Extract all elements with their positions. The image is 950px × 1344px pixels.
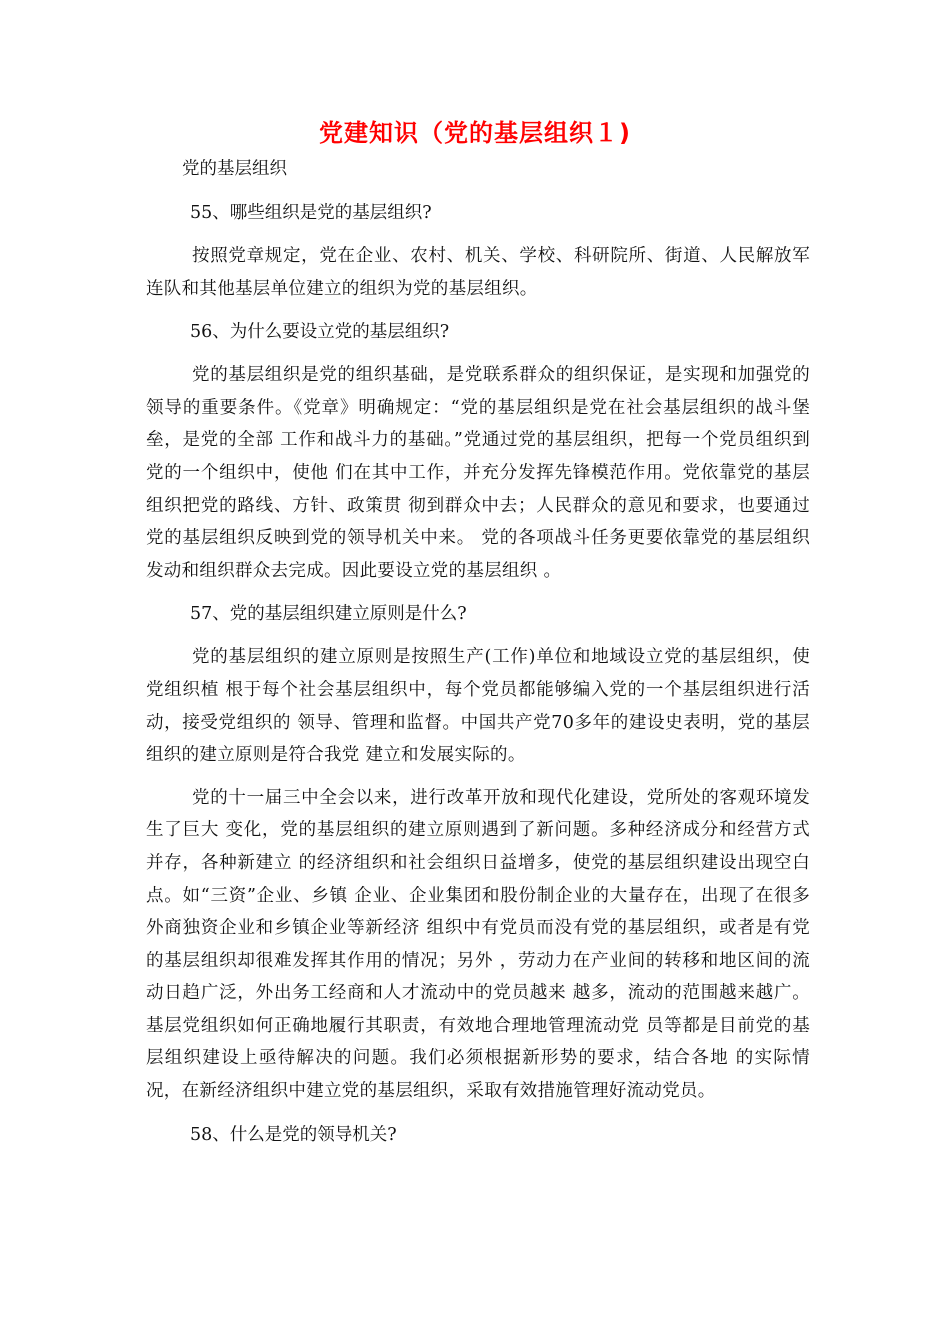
question-56: 56、为什么要设立党的基层组织? bbox=[190, 322, 450, 343]
section-label: 党的基层组织 bbox=[182, 159, 287, 179]
answer-57-paragraph-2: 党的十一届三中全会以来，进行改革开放和现代化建设，党所处的客观环境发生了巨大 变化，党的基层组织的建立原则遇到了新问题。多种经济成分和经营方式并存，各种新建立 的经济组织和社会组织日益增多，使党的基层组织建设出现空白点。如“三资”企业、乡镇 企业、企业集团和股份制企业的大量存在，出现了在很多外商独资企业和乡镇企业等新经济 组织中有党员而没有党的基层组织，或者是有党的基层组织却很难发挥其作用的情况；另外 ，劳动力在产业间的转移和地区间的流动日趋广泛，外出务工经商和人才流动中的党员越来 越多，流动的范围越来越广。基层党组织如何正确地履行其职责，有效地合理地管理流动党 员等都是目前党的基层组织建设上亟待解决的问题。我们必须根据新形势的要求，结合各地 的实际情况，在新经济组织中建立党的基层组织，采取有效措施管理好流动党员。 bbox=[146, 787, 810, 1102]
document-body bbox=[146, 152, 810, 1152]
answer-55-paragraph: 按照党章规定，党在企业、农村、机关、学校、科研院所、街道、人民解放军连队和其他基层单位建立的组织为党的基层组织。 bbox=[146, 246, 810, 299]
question-57: 57、党的基层组织建立原则是什么? bbox=[190, 604, 467, 625]
document-title: 党建知识（党的基层组织１) bbox=[319, 119, 631, 147]
question-58: 58、什么是党的领导机关? bbox=[190, 1124, 397, 1145]
question-55: 55、哪些组织是党的基层组织? bbox=[190, 203, 432, 223]
answer-57-paragraph-1: 党的基层组织的建立原则是按照生产(工作)单位和地域设立党的基层组织，使党组织植 根于每个社会基层组织中，每个党员都能够编入党的一个基层组织进行活动，接受党组织的 领导、管理和监督。中国共产党70多年的建设史表明，党的基层组织的建立原则是符合我党 建立和发展实际的。 bbox=[146, 647, 810, 766]
answer-56-paragraph: 党的基层组织是党的组织基础，是党联系群众的组织保证，是实现和加强党的领导的重要条件。《党章》明确规定：“党的基层组织是党在社会基层组织的战斗堡垒，是党的全部 工作和战斗力的基础。”党通过党的基层组织，把每一个党员组织到党的一个组织中，使他 们在其中工作，并充分发挥先锋模范作用。党依靠党的基层组织把党的路线、方针、政策贯 彻到群众中去；人民群众的意见和要求，也要通过党的基层组织反映到党的领导机关中来。 党的各项战斗任务更要依靠党的基层组织发动和组织群众去完成。因此要设立党的基层组织 。 bbox=[146, 365, 810, 581]
